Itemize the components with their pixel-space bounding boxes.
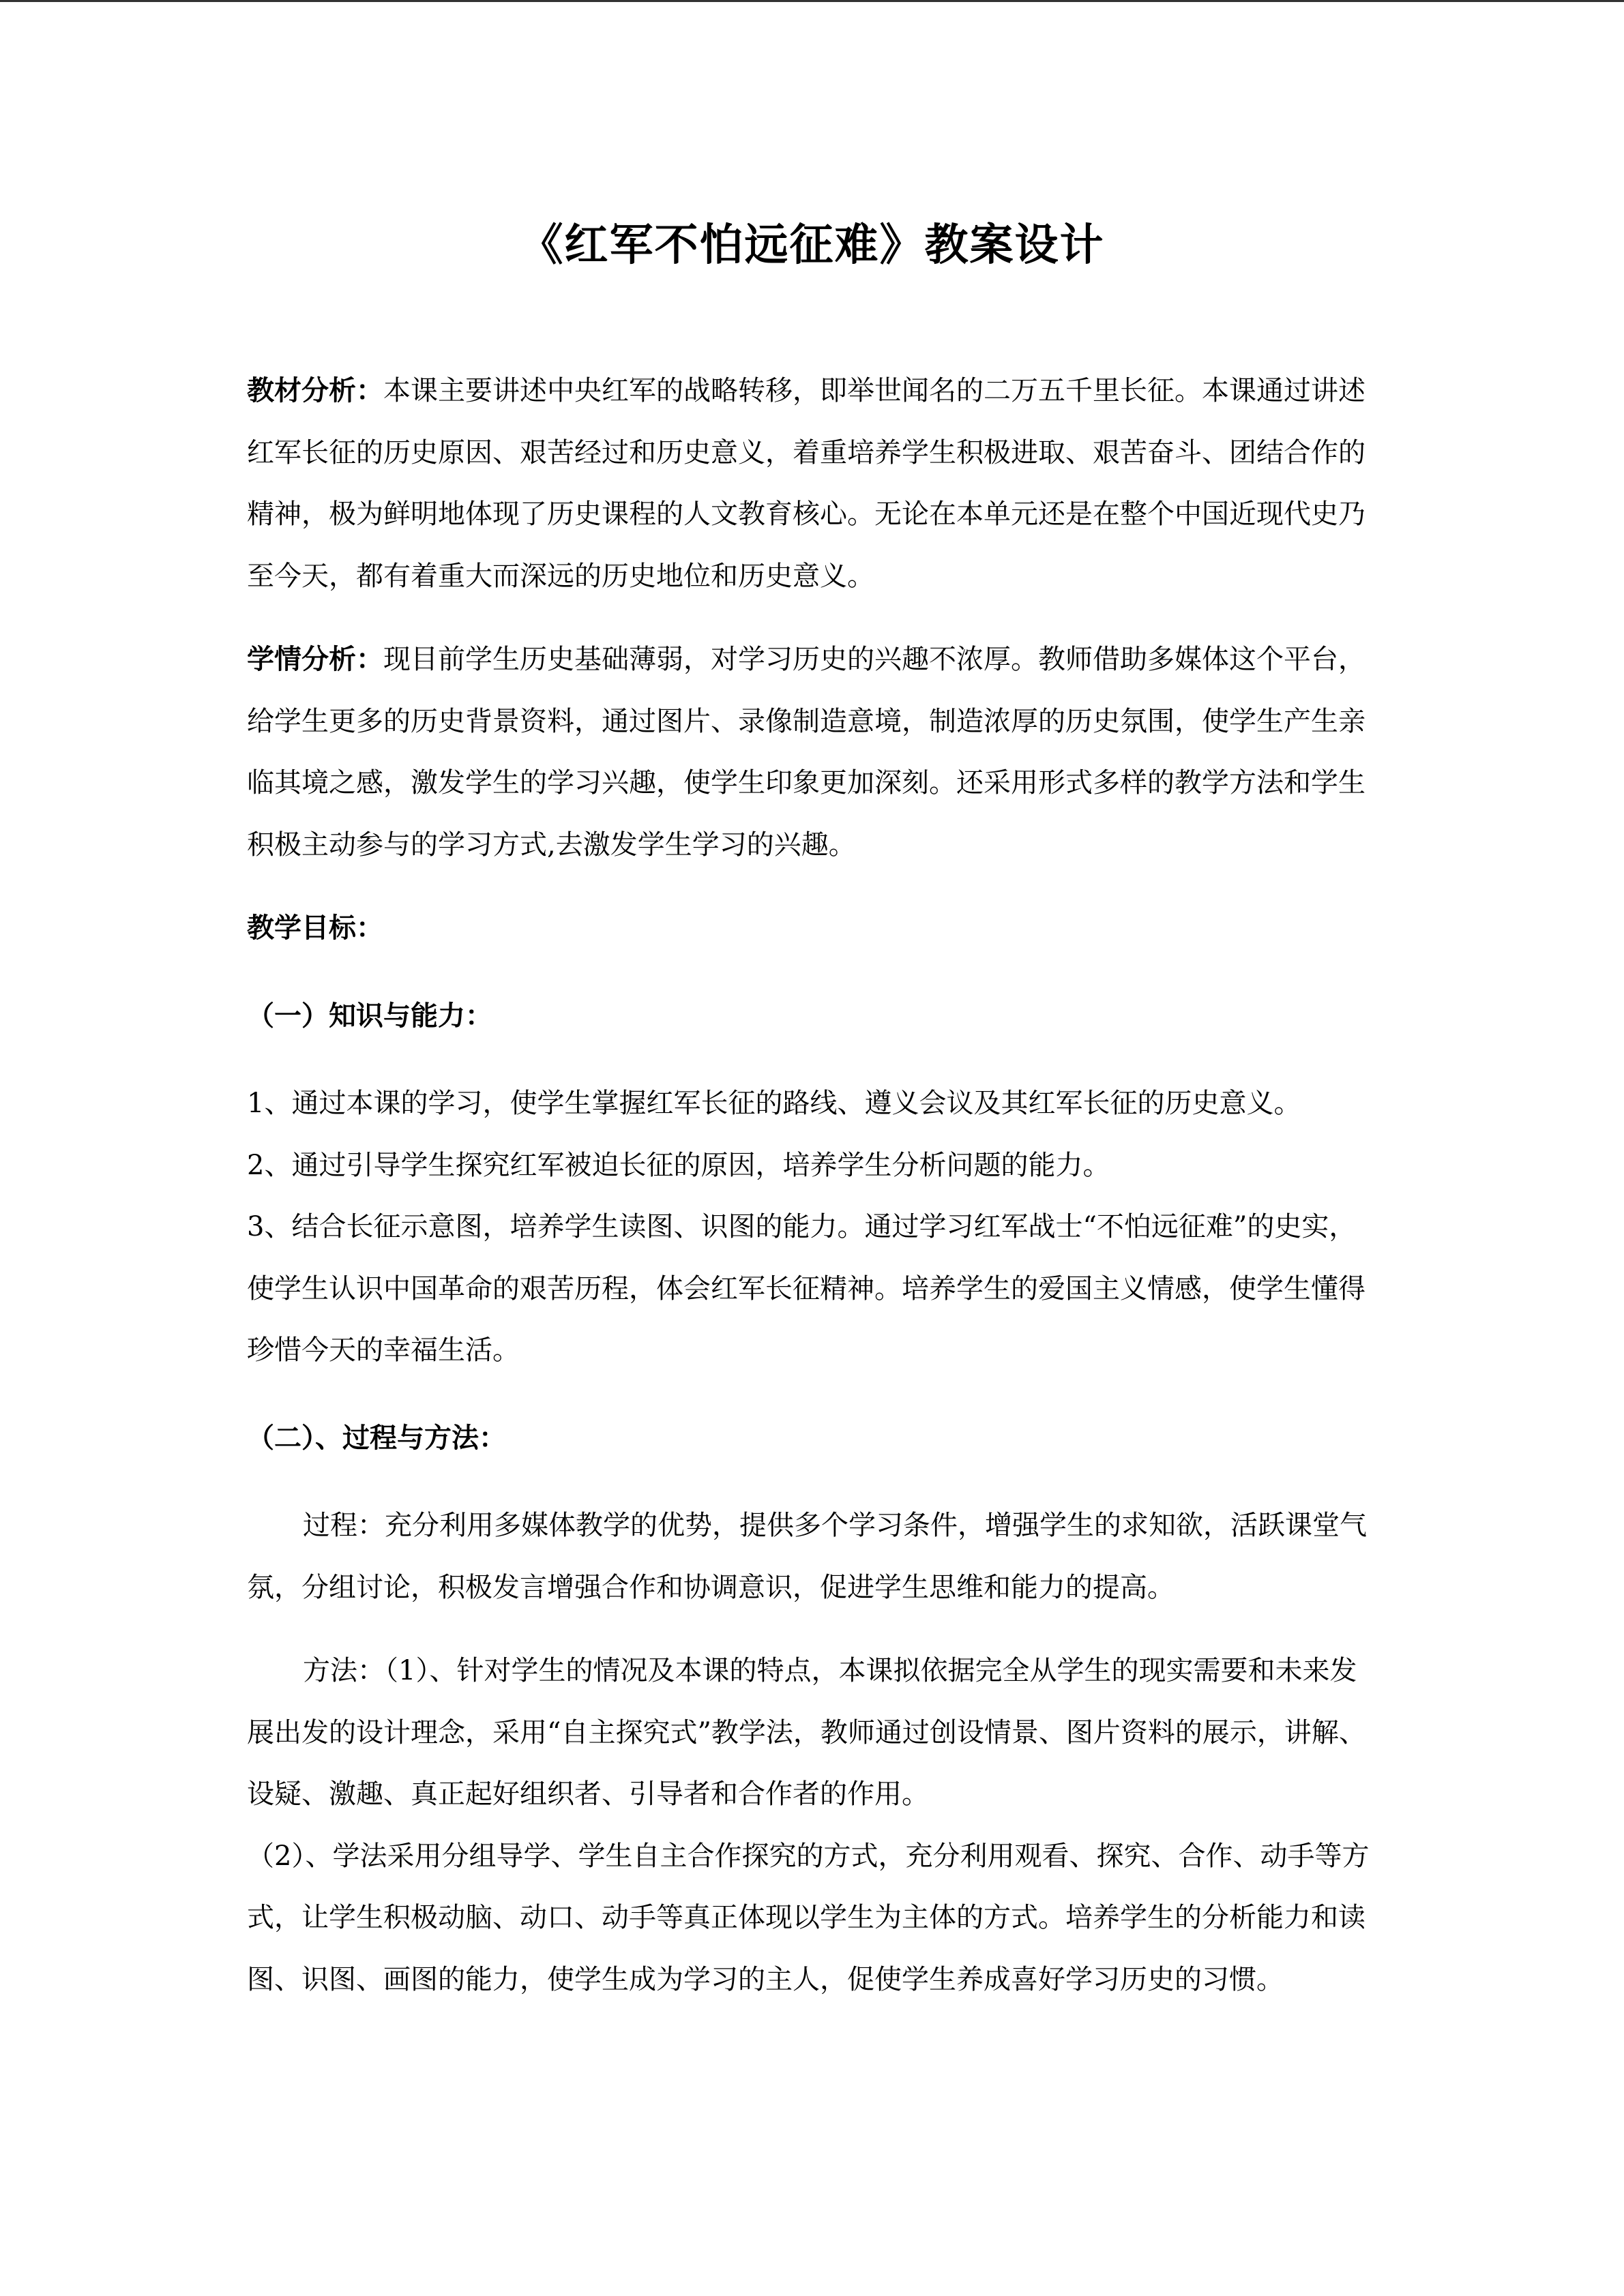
objective-item-2: 2、通过引导学生探究红军被迫长征的原因，培养学生分析问题的能力。 xyxy=(247,1149,1110,1181)
learner-analysis-text: 现目前学生历史基础薄弱，对学习历史的兴趣不浓厚。教师借助多媒体这个平台，给学生更多的历史背景资料，通过图片、录像制造意境，制造浓厚的历史氛围，使学生产生亲临其境之感，激发学生的学习兴趣，使学生印象更加深刻。还采用形式多样的教学方法和学生积极主动参与的学习方式,去激发学生学习的兴趣。 xyxy=(247,644,1365,861)
learner-analysis-paragraph xyxy=(247,629,1379,876)
page-title: 《红军不怕远征难》教案设计 xyxy=(519,220,1105,271)
section2-heading: （二）、过程与方法： xyxy=(247,1422,506,1454)
material-analysis-paragraph xyxy=(247,360,1379,607)
objective-item-1: 1、通过本课的学习，使学生掌握红军长征的路线、遵义会议及其红军长征的历史意义。 xyxy=(247,1088,1301,1119)
material-analysis-label: 教材分析： xyxy=(247,375,383,406)
objective-item-3: 3、结合长征示意图，培养学生读图、识图的能力。通过学习红军战士“不怕远征难”的史实，使学生认识中国革命的艰苦历程，体会红军长征精神。培养学生的爱国主义情感，使学生懂得珍惜今天的幸福生活。 xyxy=(247,1211,1365,1366)
method2-paragraph: （2）、学法采用分组导学、学生自主合作探究的方式，充分利用观看、探究、合作、动手等方式，让学生积极动脑、动口、动手等真正体现以学生为主体的方式。培养学生的分析能力和读图、识图、画图的能力，使学生成为学习的主人，促使学生养成喜好学习历史的习惯。 xyxy=(247,1840,1370,1995)
document-body xyxy=(247,360,1379,2010)
material-analysis-text: 本课主要讲述中央红军的战略转移，即举世闻名的二万五千里长征。本课通过讲述红军长征的历史原因、艰苦经过和历史意义，着重培养学生积极进取、艰苦奋斗、团结合作的精神，极为鲜明地体现了历史课程的人文教育核心。无论在本单元还是在整个中国近现代史乃至今天，都有着重大而深远的历史地位和历史意义。 xyxy=(247,375,1365,592)
process-paragraph: 过程：充分利用多媒体教学的优势，提供多个学习条件，增强学生的求知欲，活跃课堂气氛，分组讨论，积极发言增强合作和协调意识，促进学生思维和能力的提高。 xyxy=(247,1510,1367,1603)
method-paragraph: 方法：（1）、针对学生的情况及本课的特点，本课拟依据完全从学生的现实需要和未来发展出发的设计理念，采用“自主探究式”教学法，教师通过创设情景、图片资料的展示，讲解、设疑、激趣、真正起好组织者、引导者和合作者的作用。 xyxy=(247,1655,1366,1810)
section1-heading: （一）知识与能力： xyxy=(247,1000,492,1032)
learner-analysis-label: 学情分析： xyxy=(247,644,383,675)
objectives-heading: 教学目标： xyxy=(247,912,383,944)
